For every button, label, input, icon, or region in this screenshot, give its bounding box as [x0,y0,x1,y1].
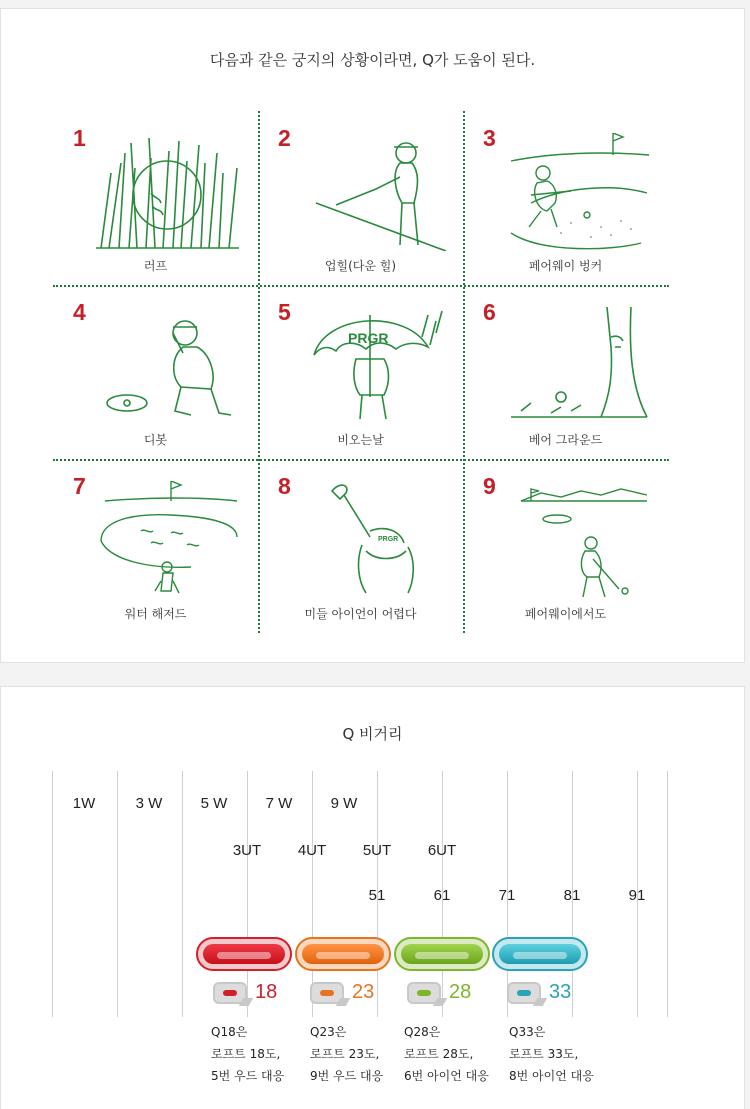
situation-number: 6 [483,299,496,325]
grid-line [117,771,118,1017]
situation-number: 4 [73,299,86,325]
situation-middle-iron [258,459,463,633]
q23-description [310,1021,383,1087]
situation-label: 미들 아이언이 어렵다 [304,607,417,621]
distance-number: 81 [563,887,581,904]
situation-label: 페어웨이 벙커 [528,259,603,273]
distance-title: Q 비거리 [342,725,403,743]
q-model-number: 18 [255,981,278,1003]
situation-label: 페어웨이에서도 [524,607,607,621]
wood-label: 9 W [330,795,358,812]
desc-line: Q28은 [404,1025,441,1039]
wood-label: 7 W [265,795,293,812]
bare-ground-tree-illustration [501,307,651,425]
wood-label: 3 W [135,795,163,812]
situation-number: 9 [483,473,496,499]
desc-line: 9번 우드 대응 [310,1069,384,1083]
situation-number: 8 [278,473,291,499]
desc-line: 로프트 18도, [211,1047,281,1061]
utility-label: 4UT [297,842,327,859]
grid-line [667,771,668,1017]
q-logo-icon [213,982,247,1004]
fairway-bunker-illustration [501,133,651,251]
situation-number: 3 [483,125,496,151]
range-bar-shine [316,952,370,959]
range-bar-shine [513,952,567,959]
distance-number: 71 [498,887,516,904]
uphill-golfer-illustration [296,133,446,251]
desc-line: Q23은 [310,1025,347,1039]
situation-label: 디봇 [143,433,168,447]
q33-description [509,1021,594,1087]
situation-rough [53,111,258,285]
q28-description [404,1021,489,1087]
utility-label: 6UT [427,842,457,859]
q-logo-tail [336,998,351,1006]
range-bar-shine [217,952,271,959]
situation-fairway [463,459,668,633]
distance-number: 91 [628,887,646,904]
q-logo-bar [223,990,237,996]
situation-uphill [258,111,463,285]
situation-fairway-bunker [463,111,668,285]
situation-label: 워터 해저드 [124,607,187,621]
distance-number: 51 [368,887,386,904]
wood-label: 1W [72,795,96,812]
q-logo-tail [433,998,448,1006]
range-bar-q18 [196,937,292,971]
q-logo-icon [310,982,344,1004]
range-bar-q28 [394,937,490,971]
situation-label: 업힐(다운 힐) [324,259,397,273]
q18-description [211,1021,284,1087]
grid-line [52,771,53,1017]
desc-line: 8번 아이언 대응 [509,1069,594,1083]
desc-line: 5번 우드 대응 [211,1069,285,1083]
divot-golfer-illustration [91,307,241,425]
situation-label: 비오는날 [337,433,384,447]
rough-grass-illustration [91,133,241,251]
situation-rainy-day [258,285,463,459]
utility-label: 3UT [232,842,262,859]
distance-number: 61 [433,887,451,904]
desc-line: Q33은 [509,1025,546,1039]
situation-label: 베어 그라운드 [528,433,603,447]
situation-number: 1 [73,125,86,151]
grid-line [312,771,313,1017]
grid-line [247,771,248,1017]
umbrella-logo-text: PRGR [348,330,389,346]
range-bar-q33 [492,937,588,971]
desc-line: 로프트 33도, [509,1047,579,1061]
wood-label: 5 W [200,795,228,812]
desc-line: 로프트 23도, [310,1047,380,1061]
situation-divot [53,285,258,459]
situation-water-hazard [53,459,258,633]
desc-line: 6번 아이언 대응 [404,1069,489,1083]
q-logo-icon [407,982,441,1004]
range-bar-fill [302,944,384,964]
q-logo-bar [320,990,334,996]
situation-number: 2 [278,125,291,151]
situation-number: 5 [278,299,291,325]
range-bar-fill [401,944,483,964]
q-logo-tail [239,998,254,1006]
q-model-number: 33 [549,981,572,1003]
range-bar-fill [499,944,581,964]
q-logo-bar [417,990,431,996]
desc-line: Q18은 [211,1025,248,1039]
q-logo-tail [533,998,548,1006]
situations-panel [0,8,745,663]
cap-logo-text: PRGR [378,536,399,543]
fairway-golfer-illustration [501,481,651,599]
range-bar-shine [415,952,469,959]
q-model-number: 23 [352,981,375,1003]
situation-bare-ground [463,285,668,459]
grid-line [182,771,183,1017]
q-logo-bar [517,990,531,996]
desc-line: 로프트 28도, [404,1047,474,1061]
rainy-day-umbrella-illustration [296,307,446,425]
water-hazard-illustration [91,481,241,599]
situation-label: 러프 [143,259,168,273]
q-logo-icon [507,982,541,1004]
utility-label: 5UT [362,842,392,859]
distance-panel [0,686,745,1109]
q-model-number: 28 [449,981,472,1003]
range-bar-q23 [295,937,391,971]
situations-grid [53,111,669,633]
middle-iron-golfer-illustration [296,481,446,599]
situation-number: 7 [73,473,86,499]
situations-headline: 다음과 같은 궁지의 상황이라면, Q가 도움이 된다. [209,51,536,69]
range-bar-fill [203,944,285,964]
